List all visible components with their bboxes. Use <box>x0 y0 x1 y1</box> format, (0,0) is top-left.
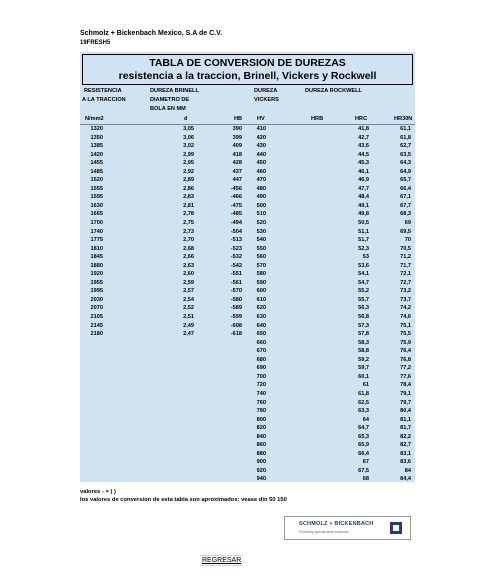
table-cell: 880 <box>256 450 266 457</box>
table-cell: 41,8 <box>358 126 369 132</box>
table-cell: -561 <box>230 279 242 286</box>
table-cell: 490 <box>256 194 266 201</box>
table-cell: -475 <box>230 202 242 209</box>
table-cell: 570 <box>256 262 266 269</box>
table-cell: 56,8 <box>358 314 369 321</box>
table-cell: 72,1 <box>400 271 411 278</box>
table-cell: -618 <box>230 331 242 338</box>
header-rule <box>80 124 415 125</box>
header-resistencia-1: RESISTENCIA <box>84 88 122 94</box>
table-row <box>80 194 415 203</box>
table-cell: 2,52 <box>183 305 194 312</box>
table-cell: 1420 <box>90 151 103 158</box>
table-cell: 64,7 <box>358 425 369 432</box>
table-cell: 80,4 <box>400 408 411 415</box>
table-cell: 1595 <box>90 194 103 201</box>
table-row <box>80 237 415 246</box>
table-cell: 72,7 <box>400 279 411 286</box>
table-cell: 740 <box>256 390 266 397</box>
table-cell: -466 <box>230 194 242 201</box>
col-hr30n: HR30N <box>394 116 413 122</box>
table-cell: 64,3 <box>400 160 411 167</box>
table-row <box>80 340 415 349</box>
table-cell: 81,7 <box>400 425 411 432</box>
table-row <box>80 451 415 460</box>
table-cell: 42,7 <box>358 134 369 141</box>
table-cell: 2,95 <box>183 160 194 167</box>
table-cell: 46,9 <box>358 177 369 184</box>
col-d: d <box>184 116 188 122</box>
table-cell: 2,57 <box>183 288 194 295</box>
table-cell: 49,1 <box>358 202 369 209</box>
table-row <box>80 126 415 135</box>
table-cell: 67,7 <box>400 202 411 209</box>
table-cell: 73,2 <box>400 288 411 295</box>
table-cell: 447 <box>232 177 242 184</box>
table-cell: 820 <box>256 425 266 432</box>
table-cell: 82,2 <box>400 433 411 440</box>
table-cell: 428 <box>232 160 242 167</box>
page-title: TABLA DE CONVERSION DE DUREZAS <box>149 57 346 69</box>
table-row <box>80 382 415 391</box>
table-cell: 920 <box>256 467 266 474</box>
table-cell: 1995 <box>90 288 103 295</box>
table-cell: 2,89 <box>183 177 194 184</box>
table-cell: 640 <box>256 322 266 329</box>
table-cell: 1320 <box>90 126 103 132</box>
table-cell: 74,2 <box>400 305 411 312</box>
logo-name: SCHMOLZ + BICKENBACH <box>299 521 374 527</box>
table-cell: 65,7 <box>400 177 411 184</box>
table-cell: 76,4 <box>400 348 411 355</box>
table-cell: 860 <box>256 442 266 449</box>
table-cell: 62,5 <box>358 399 369 406</box>
table-cell: 58,3 <box>358 339 369 346</box>
table-cell: 670 <box>256 348 266 355</box>
table-cell: 81,1 <box>400 416 411 423</box>
table-cell: 67 <box>362 459 369 466</box>
table-cell: 2,73 <box>183 228 194 235</box>
table-row <box>80 135 415 144</box>
table-cell: 560 <box>256 254 266 261</box>
col-nmm2: N/mm2 <box>85 116 104 122</box>
table-cell: 720 <box>256 382 266 389</box>
table-cell: 1385 <box>90 143 103 150</box>
table-row <box>80 323 415 332</box>
table-cell: 53 <box>362 254 369 261</box>
table-cell: -504 <box>230 228 242 235</box>
table-cell: 57,3 <box>358 322 369 329</box>
table-cell: 550 <box>256 245 266 252</box>
table-cell: 2,83 <box>183 194 194 201</box>
header-brinell-2: DIAMETRO DE <box>150 97 190 103</box>
table-cell: 1485 <box>90 168 103 175</box>
table-cell: 620 <box>256 305 266 312</box>
table-cell: 1880 <box>90 262 103 269</box>
table-row <box>80 220 415 229</box>
table-cell: 71,2 <box>400 254 411 261</box>
table-cell: 500 <box>256 202 266 209</box>
table-cell: 630 <box>256 314 266 321</box>
table-row <box>80 246 415 255</box>
table-cell: 1920 <box>90 271 103 278</box>
table-cell: -532 <box>230 254 242 261</box>
table-cell: 76,8 <box>400 356 411 363</box>
table-cell: 650 <box>256 331 266 338</box>
table-cell: 399 <box>232 134 242 141</box>
table-cell: 610 <box>256 296 266 303</box>
table-cell: 54,7 <box>358 279 369 286</box>
table-cell: -494 <box>230 220 242 227</box>
table-row <box>80 357 415 366</box>
table-cell: 2,49 <box>183 322 194 329</box>
table-cell: 690 <box>256 365 266 372</box>
table-cell: 46,1 <box>358 168 369 175</box>
table-cell: 51,1 <box>358 228 369 235</box>
table-cell: 70,5 <box>400 245 411 252</box>
table-cell: 2,99 <box>183 151 194 158</box>
company-name: Schmolz + Bickenbach Mexico, S.A de C.V. <box>80 30 223 37</box>
table-cell: 2,81 <box>183 202 194 209</box>
table-cell: 45,3 <box>358 160 369 167</box>
table-cell: 530 <box>256 228 266 235</box>
table-cell: 1845 <box>90 254 103 261</box>
table-cell: 780 <box>256 408 266 415</box>
table-cell: 1455 <box>90 160 103 167</box>
table-cell: 660 <box>256 339 266 346</box>
table-cell: 75,5 <box>400 331 411 338</box>
table-row <box>80 280 415 289</box>
table-cell: 590 <box>256 279 266 286</box>
table-row <box>80 468 415 477</box>
table-cell: 48,4 <box>358 194 369 201</box>
col-hb: HB <box>234 116 243 122</box>
footer-valores: valores - = ( ) <box>80 489 116 495</box>
table-row <box>80 417 415 426</box>
page-subtitle: resistencia a la traccion, Brinell, Vickers y Rockwell <box>118 70 377 82</box>
table-cell: 2,63 <box>183 262 194 269</box>
table-cell: 3,06 <box>183 134 194 141</box>
table-row <box>80 374 415 383</box>
table-cell: 43,6 <box>358 143 369 150</box>
table-cell: 84 <box>404 467 411 474</box>
header-rockwell: DUREZA ROCKWELL <box>305 88 362 94</box>
table-cell: 61,8 <box>400 134 411 141</box>
table-cell: 44,5 <box>358 151 369 158</box>
table-cell: 1740 <box>90 228 103 235</box>
table-cell: 71,7 <box>400 262 411 269</box>
table-cell: 2,60 <box>183 271 194 278</box>
table-cell: 60,1 <box>358 373 369 380</box>
table-cell: 66,4 <box>358 450 369 457</box>
table-cell: 520 <box>256 220 266 227</box>
table-cell: 440 <box>256 151 266 158</box>
table-cell: 59,7 <box>358 365 369 372</box>
table-cell: 47,7 <box>358 185 369 192</box>
header-resistencia-2: A LA TRACCION <box>82 97 126 103</box>
table-cell: -608 <box>230 322 242 329</box>
table-row <box>80 305 415 314</box>
table-cell: 2,68 <box>183 245 194 252</box>
table-cell: 437 <box>232 168 242 175</box>
table-row <box>80 229 415 238</box>
table-cell: 56,3 <box>358 305 369 312</box>
table-cell: 61 <box>362 382 369 389</box>
table-cell: 460 <box>256 168 266 175</box>
table-cell: 69 <box>404 220 411 227</box>
table-cell: 1775 <box>90 237 103 244</box>
table-cell: 54,1 <box>358 271 369 278</box>
table-cell: 65,3 <box>358 433 369 440</box>
table-cell: 1955 <box>90 279 103 286</box>
table-cell: 66,4 <box>400 185 411 192</box>
table-cell: 64,9 <box>400 168 411 175</box>
table-row <box>80 314 415 323</box>
table-cell: 510 <box>256 211 266 218</box>
footer-note: los valores de conversion de esta tabla son aproximados: vease din 50 150 <box>80 497 287 503</box>
table-row <box>80 211 415 220</box>
table-cell: 69,5 <box>400 228 411 235</box>
table-cell: 2,92 <box>183 168 194 175</box>
table-cell: 1555 <box>90 185 103 192</box>
table-cell: 2,75 <box>183 220 194 227</box>
table-cell: 2,78 <box>183 211 194 218</box>
table-cell: 420 <box>256 134 266 141</box>
table-cell: 62,7 <box>400 143 411 150</box>
table-cell: 79,1 <box>400 390 411 397</box>
table-row <box>80 203 415 212</box>
table-row <box>80 408 415 417</box>
table-cell: 83,1 <box>400 450 411 457</box>
table-cell: 2070 <box>90 305 103 312</box>
table-cell: 1810 <box>90 245 103 252</box>
table-cell: 800 <box>256 416 266 423</box>
table-cell: 78,4 <box>400 382 411 389</box>
table-cell: -485 <box>230 211 242 218</box>
table-cell: 79,7 <box>400 399 411 406</box>
table-cell: 73,7 <box>400 296 411 303</box>
header-brinell-3: BOLA EN MM <box>150 106 186 112</box>
table-row <box>80 476 415 485</box>
table-cell: 70 <box>404 237 411 244</box>
table-row <box>80 442 415 451</box>
table-cell: 3,02 <box>183 143 194 150</box>
table-row <box>80 177 415 186</box>
table-cell: 50,5 <box>358 220 369 227</box>
table-cell: 77,6 <box>400 373 411 380</box>
table-row <box>80 348 415 357</box>
table-cell: 55,2 <box>358 288 369 295</box>
table-cell: 3,05 <box>183 126 194 132</box>
document-code: 19FRESH5 <box>80 40 111 46</box>
table-cell: 61,8 <box>358 390 369 397</box>
table-cell: -513 <box>230 237 242 244</box>
table-cell: 58,8 <box>358 348 369 355</box>
table-row <box>80 271 415 280</box>
table-cell: 57,8 <box>358 331 369 338</box>
logo-tagline: Providing special steel solutions <box>299 530 349 534</box>
table-row <box>80 160 415 169</box>
table-cell: 2,66 <box>183 254 194 261</box>
table-cell: 470 <box>256 177 266 184</box>
table-row <box>80 400 415 409</box>
header-vickers-1: DUREZA <box>254 88 278 94</box>
table-cell: -523 <box>230 245 242 252</box>
table-cell: 410 <box>256 126 266 132</box>
table-cell: 82,7 <box>400 442 411 449</box>
table-cell: 2,51 <box>183 314 194 321</box>
table-cell: 64 <box>362 416 369 423</box>
table-cell: 450 <box>256 160 266 167</box>
col-hrb: HRB <box>311 116 324 122</box>
table-cell: -599 <box>230 314 242 321</box>
table-cell: -589 <box>230 305 242 312</box>
table-cell: 2145 <box>90 322 103 329</box>
table-row <box>80 263 415 272</box>
table-row <box>80 169 415 178</box>
table-row <box>80 459 415 468</box>
header-vickers-2: VICKERS <box>254 97 279 103</box>
table-cell: 2180 <box>90 331 103 338</box>
col-hrc: HRC <box>355 116 368 122</box>
table-cell: 580 <box>256 271 266 278</box>
col-hv: HV <box>257 116 265 122</box>
table-cell: 680 <box>256 356 266 363</box>
table-cell: 49,8 <box>358 211 369 218</box>
table-cell: 1700 <box>90 220 103 227</box>
table-cell: 1520 <box>90 177 103 184</box>
table-row <box>80 331 415 340</box>
table-cell: 1630 <box>90 202 103 209</box>
table-row <box>80 254 415 263</box>
table-cell: 2,54 <box>183 296 194 303</box>
table-row <box>80 391 415 400</box>
table-cell: 418 <box>232 151 242 158</box>
table-cell: 2105 <box>90 314 103 321</box>
table-cell: 900 <box>256 459 266 466</box>
table-row <box>80 186 415 195</box>
table-cell: 74,6 <box>400 314 411 321</box>
table-cell: 77,2 <box>400 365 411 372</box>
table-cell: 67,1 <box>400 194 411 201</box>
table-row <box>80 434 415 443</box>
table-cell: 65,9 <box>358 442 369 449</box>
table-cell: 83,6 <box>400 459 411 466</box>
table-cell: 52,3 <box>358 245 369 252</box>
table-cell: 760 <box>256 399 266 406</box>
table-cell: -551 <box>230 271 242 278</box>
table-cell: -570 <box>230 288 242 295</box>
table-cell: 61,1 <box>400 126 411 132</box>
table-row <box>80 152 415 161</box>
header-brinell-1: DUREZA BRINELL <box>150 88 199 94</box>
table-cell: 940 <box>256 476 266 483</box>
table-row <box>80 288 415 297</box>
back-link[interactable]: REGRESAR <box>202 557 242 564</box>
table-cell: 75,1 <box>400 322 411 329</box>
table-cell: 55,7 <box>358 296 369 303</box>
table-cell: 68 <box>362 476 369 483</box>
table-cell: 409 <box>232 143 242 150</box>
title-box <box>82 54 413 85</box>
conversion-table <box>80 126 415 485</box>
table-cell: -542 <box>230 262 242 269</box>
company-logo <box>284 516 411 540</box>
table-cell: 390 <box>232 126 242 132</box>
table-cell: 75,9 <box>400 339 411 346</box>
table-row <box>80 143 415 152</box>
table-cell: 63,3 <box>358 408 369 415</box>
table-cell: 84,4 <box>400 476 411 483</box>
table-row <box>80 297 415 306</box>
table-cell: 2,86 <box>183 185 194 192</box>
table-cell: 63,5 <box>400 151 411 158</box>
table-cell: 2030 <box>90 296 103 303</box>
table-cell: 68,3 <box>400 211 411 218</box>
table-cell: 2,47 <box>183 331 194 338</box>
table-cell: 59,2 <box>358 356 369 363</box>
table-row <box>80 425 415 434</box>
table-cell: 540 <box>256 237 266 244</box>
table-cell: 700 <box>256 373 266 380</box>
table-cell: 480 <box>256 185 266 192</box>
table-cell: 1665 <box>90 211 103 218</box>
table-cell: 840 <box>256 433 266 440</box>
table-cell: 51,7 <box>358 237 369 244</box>
logo-mark-icon <box>390 522 402 534</box>
table-cell: 430 <box>256 143 266 150</box>
table-cell: -456 <box>230 185 242 192</box>
table-row <box>80 365 415 374</box>
table-cell: -580 <box>230 296 242 303</box>
table-cell: 67,5 <box>358 467 369 474</box>
table-cell: 2,59 <box>183 279 194 286</box>
table-cell: 1350 <box>90 134 103 141</box>
table-cell: 600 <box>256 288 266 295</box>
table-cell: 53,6 <box>358 262 369 269</box>
table-cell: 2,70 <box>183 237 194 244</box>
